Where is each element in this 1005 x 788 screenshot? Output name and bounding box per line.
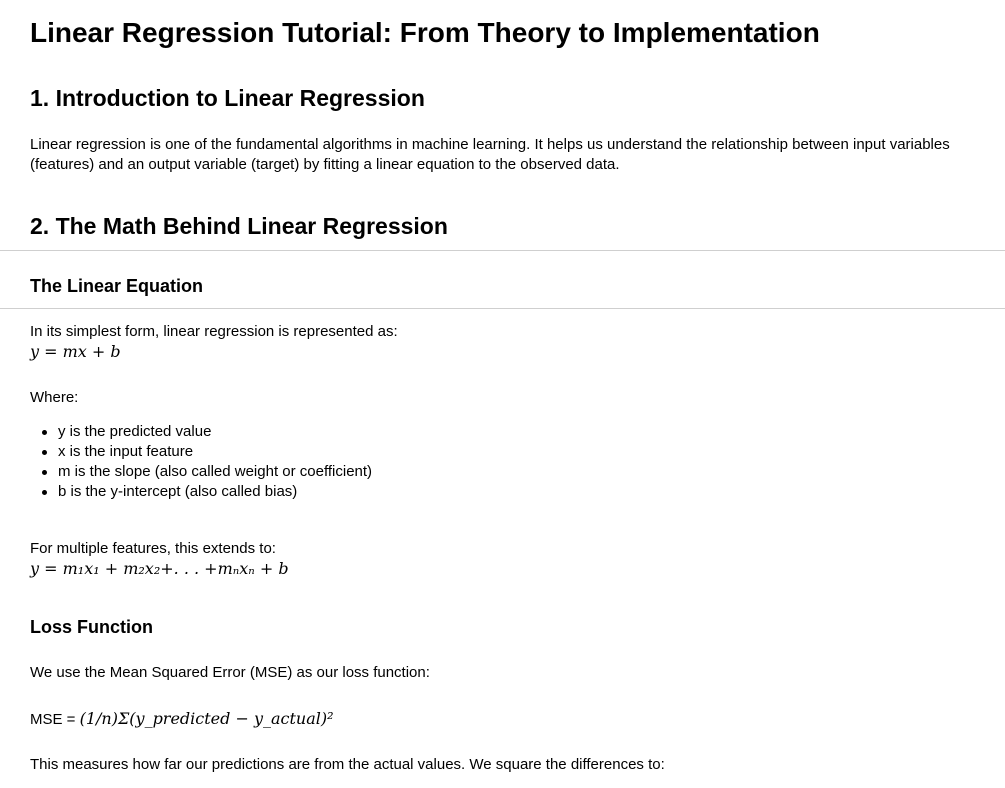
section-heading-introduction: 1. Introduction to Linear Regression xyxy=(30,85,425,111)
where-label: Where: xyxy=(30,389,79,406)
loss-function-intro: We use the Mean Squared Error (MSE) as our loss function: xyxy=(30,664,430,681)
subsection-heading-linear-equation: The Linear Equation xyxy=(30,276,204,296)
mse-formula-row xyxy=(30,708,334,731)
list-item-text: x is the input feature xyxy=(58,443,194,460)
multiple-features-intro: For multiple features, this extends to: xyxy=(30,540,276,557)
section-heading-math: 2. The Math Behind Linear Regression xyxy=(30,213,448,239)
introduction-paragraph: Linear regression is one of the fundamental algorithms in machine learning. It helps us understand the relationship between input variables (features) and an output variable (target) by fitting a linear equation to the observed data. xyxy=(30,136,950,173)
subsection-heading-loss-function: Loss Function xyxy=(30,617,153,637)
bullet-icon xyxy=(42,450,47,455)
list-item xyxy=(42,442,642,462)
list-item-text: b is the y-intercept (also called bias) xyxy=(58,483,298,500)
multiple-linear-equation: y = m₁x₁ + m₂x₂+. . . +mₙxₙ + b xyxy=(30,559,289,578)
list-item-text: m is the slope (also called weight or coefficient) xyxy=(58,463,373,480)
bullet-icon xyxy=(42,490,47,495)
loss-function-explanation: This measures how far our predictions are from the actual values. We square the differences to: xyxy=(30,756,665,773)
simple-linear-equation: y = mx + b xyxy=(30,342,121,361)
list-item xyxy=(42,482,642,502)
page-title: Linear Regression Tutorial: From Theory to Implementation xyxy=(30,17,820,48)
bullet-icon xyxy=(42,430,47,435)
list-item xyxy=(42,422,642,442)
list-item-text: y is the predicted value xyxy=(58,423,212,440)
variable-definition-list xyxy=(42,422,642,502)
linear-equation-intro: In its simplest form, linear regression is represented as: xyxy=(30,323,398,340)
section-divider-bottom xyxy=(0,308,1005,309)
list-item xyxy=(42,462,642,482)
bullet-icon xyxy=(42,470,47,475)
mse-formula: (1/n)Σ(y_predicted − y_actual)² xyxy=(79,709,334,728)
mse-label: MSE = xyxy=(30,711,80,728)
section-divider-top xyxy=(0,250,1005,251)
